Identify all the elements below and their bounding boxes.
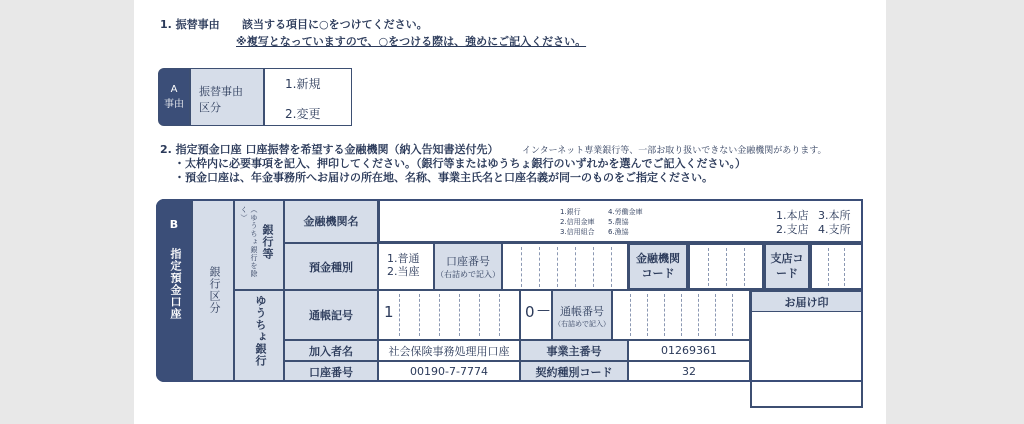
bank-etc-note: （ゆうちょ銀行を除く） <box>240 206 258 278</box>
yucho-cell <box>234 290 284 382</box>
section2-heading-note: インターネット専業銀行等、一部お取り扱いできない金融機関があります。 <box>522 146 827 156</box>
passbook-digit-2: 0 <box>525 303 535 321</box>
account-no-field[interactable] <box>502 243 628 290</box>
kikan-code-field[interactable] <box>688 243 764 290</box>
section2-bullet1: ・太枠内に必要事項を記入、押印してください。（銀行等またはゆうちょ銀行のいずれかを選んでご記入ください。） <box>174 157 746 170</box>
bank-kubun-cell <box>192 199 234 382</box>
reason-options-box[interactable] <box>264 68 352 126</box>
deposit-option-current[interactable]: 2.当座 <box>387 265 420 278</box>
contract-code-label: 契約種別コード <box>520 361 628 382</box>
passbook-check-field[interactable] <box>520 290 552 340</box>
member-label: 加入者名 <box>284 340 378 361</box>
bank-kubun-label: 銀行区分 <box>208 266 221 314</box>
member-value: 社会保険事務処理用口座 <box>378 340 520 361</box>
section1-heading: 1. 振替事由 <box>160 18 220 31</box>
contract-code-value: 32 <box>628 361 750 382</box>
account-no-label: 口座番号 <box>446 255 490 268</box>
section-b-label <box>156 199 192 382</box>
section-a-label: A 事由 <box>158 68 190 126</box>
kikan-type-list1: 1.銀行 2.信用金庫 3.信用組合 <box>560 208 595 236</box>
deposit-type-label: 預金種別 <box>284 243 378 290</box>
section-b-title: 指定預金口座 <box>169 248 182 320</box>
account-value: 00190-7-7774 <box>378 361 520 382</box>
kikan-name-field[interactable] <box>378 199 863 243</box>
yucho-label: ゆうちょ銀行 <box>254 295 267 367</box>
section2-bullet2: ・預金口座は、年金事務所へお届けの所在地、名称、事業主氏名と口座名義が同一のものをご指定ください。 <box>174 171 713 184</box>
kikan-code-label: 金融機関コード <box>628 243 688 290</box>
bank-etc-cell <box>234 199 284 290</box>
form-sheet <box>134 0 886 424</box>
option-new[interactable]: 1.新規 <box>285 77 321 91</box>
employer-no-value: 01269361 <box>628 340 750 361</box>
branch-type-list1: 1.本店 2.支店 <box>776 209 809 236</box>
account-no-label-cell <box>434 243 502 290</box>
reason-field-label: 振替事由 区分 <box>190 68 264 126</box>
stamp-label: お届け印 <box>752 292 861 312</box>
section1-note: ※複写となっていますので、○をつける際は、強めにご記入ください。 <box>236 35 587 48</box>
passbook-dash: — <box>537 303 550 318</box>
passbook-no-field[interactable] <box>612 290 750 340</box>
passbook-no-label: 通帳番号 <box>560 305 604 318</box>
stamp-box[interactable] <box>750 290 863 408</box>
section-b-letter: B <box>169 218 179 231</box>
passbook-label: 通帳記号 <box>284 290 378 340</box>
bank-etc-label: 銀行等 <box>261 224 274 260</box>
option-change[interactable]: 2.変更 <box>285 107 321 121</box>
branch-code-label: 支店コード <box>764 243 810 290</box>
deposit-option-regular[interactable]: 1.普通 <box>387 252 420 265</box>
section1-instruction: 該当する項目に○をつけてください。 <box>242 18 428 31</box>
kikan-type-list2: 4.労働金庫 5.農協 6.漁協 <box>608 208 643 236</box>
account-label: 口座番号 <box>284 361 378 382</box>
branch-type-list2: 3.本所 4.支所 <box>818 209 851 236</box>
passbook-symbol-field[interactable] <box>378 290 520 340</box>
section2-heading: 2. 指定預金口座 口座振替を希望する金融機関（納入告知書送付先） <box>160 143 499 156</box>
passbook-digit-1: 1 <box>384 303 394 321</box>
passbook-no-label-cell <box>552 290 612 340</box>
employer-no-label: 事業主番号 <box>520 340 628 361</box>
deposit-type-options[interactable] <box>378 243 434 290</box>
account-no-note: （右詰めで記入） <box>436 270 500 279</box>
branch-code-field[interactable] <box>810 243 863 290</box>
passbook-no-note: （右詰めで記入） <box>554 320 610 328</box>
kikan-name-label: 金融機関名 <box>284 199 378 243</box>
